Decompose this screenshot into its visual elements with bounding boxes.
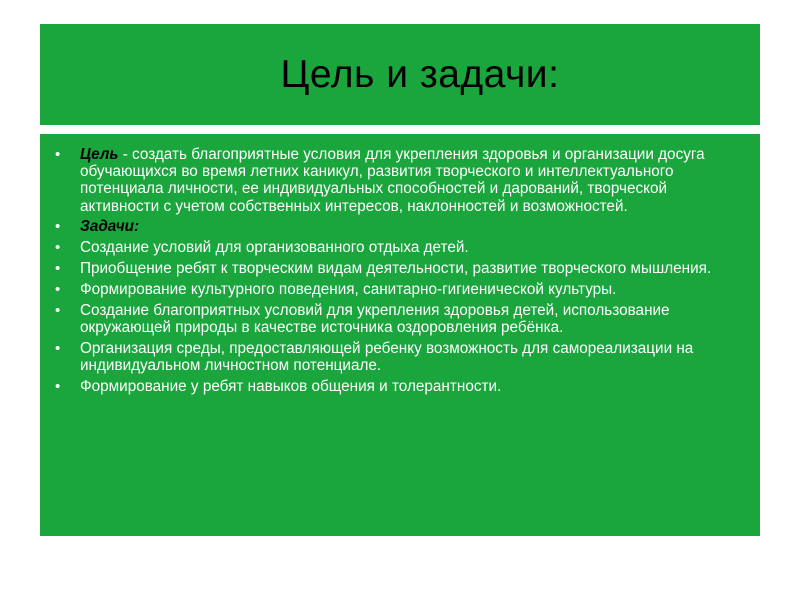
bullet-dot-icon: • (55, 339, 61, 357)
bullet-task-3 (55, 280, 742, 298)
bullet-text-task-1: Создание условий для организованного отдыха детей. (80, 239, 469, 257)
bullet-text-task-3: Формирование культурного поведения, санитарно-гигиенической культуры. (80, 280, 617, 298)
bullet-dot-icon: • (55, 280, 61, 298)
bullet-task-4 (55, 301, 742, 336)
bullet-text-task-5: Организация среды, предоставляющей ребенку возможность для самореализации на индивидуальном личностном потенциале. (80, 339, 694, 374)
bullet-text-task-6: Формирование у ребят навыков общения и толерантности. (80, 377, 502, 395)
bullet-dot-icon: • (55, 260, 61, 277)
bullet-goal (55, 146, 742, 215)
bullet-tasks-heading (55, 218, 742, 236)
bullet-dot-icon: • (55, 218, 61, 236)
bullet-dot-icon: • (55, 146, 61, 163)
slide-title: Цель и задачи: (280, 52, 560, 96)
bullet-task-1 (55, 239, 742, 257)
bullet-dot-icon: • (55, 301, 61, 319)
bullet-text-task-2: Приобщение ребят к творческим видам деятельности, развитие творческого мышления. (80, 260, 712, 277)
bullet-task-5 (55, 339, 742, 374)
bullet-dot-icon: • (55, 239, 61, 257)
bullet-lead-goal: Цель (80, 146, 119, 163)
bullet-task-6 (55, 377, 742, 395)
bullet-list (40, 134, 760, 395)
content-panel (40, 134, 760, 536)
bullet-task-2 (55, 260, 742, 277)
bullet-text-task-4: Создание благоприятных условий для укрепления здоровья детей, использование окружающей природы в качестве источника оздоровления ребёнка. (80, 301, 670, 336)
bullet-dot-icon: • (55, 377, 61, 395)
title-panel (40, 24, 760, 125)
bullet-lead-tasks: Задачи: (80, 218, 140, 236)
bullet-text-goal: - создать благоприятные условия для укрепления здоровья и организации досуга обучающихся во время летних каникул, развития творческого и интеллектуального потенциала личности, ее индивидуальных способностей и дарований, творческой активности с учетом собственных интересов, наклонностей и возможностей. (80, 146, 705, 215)
